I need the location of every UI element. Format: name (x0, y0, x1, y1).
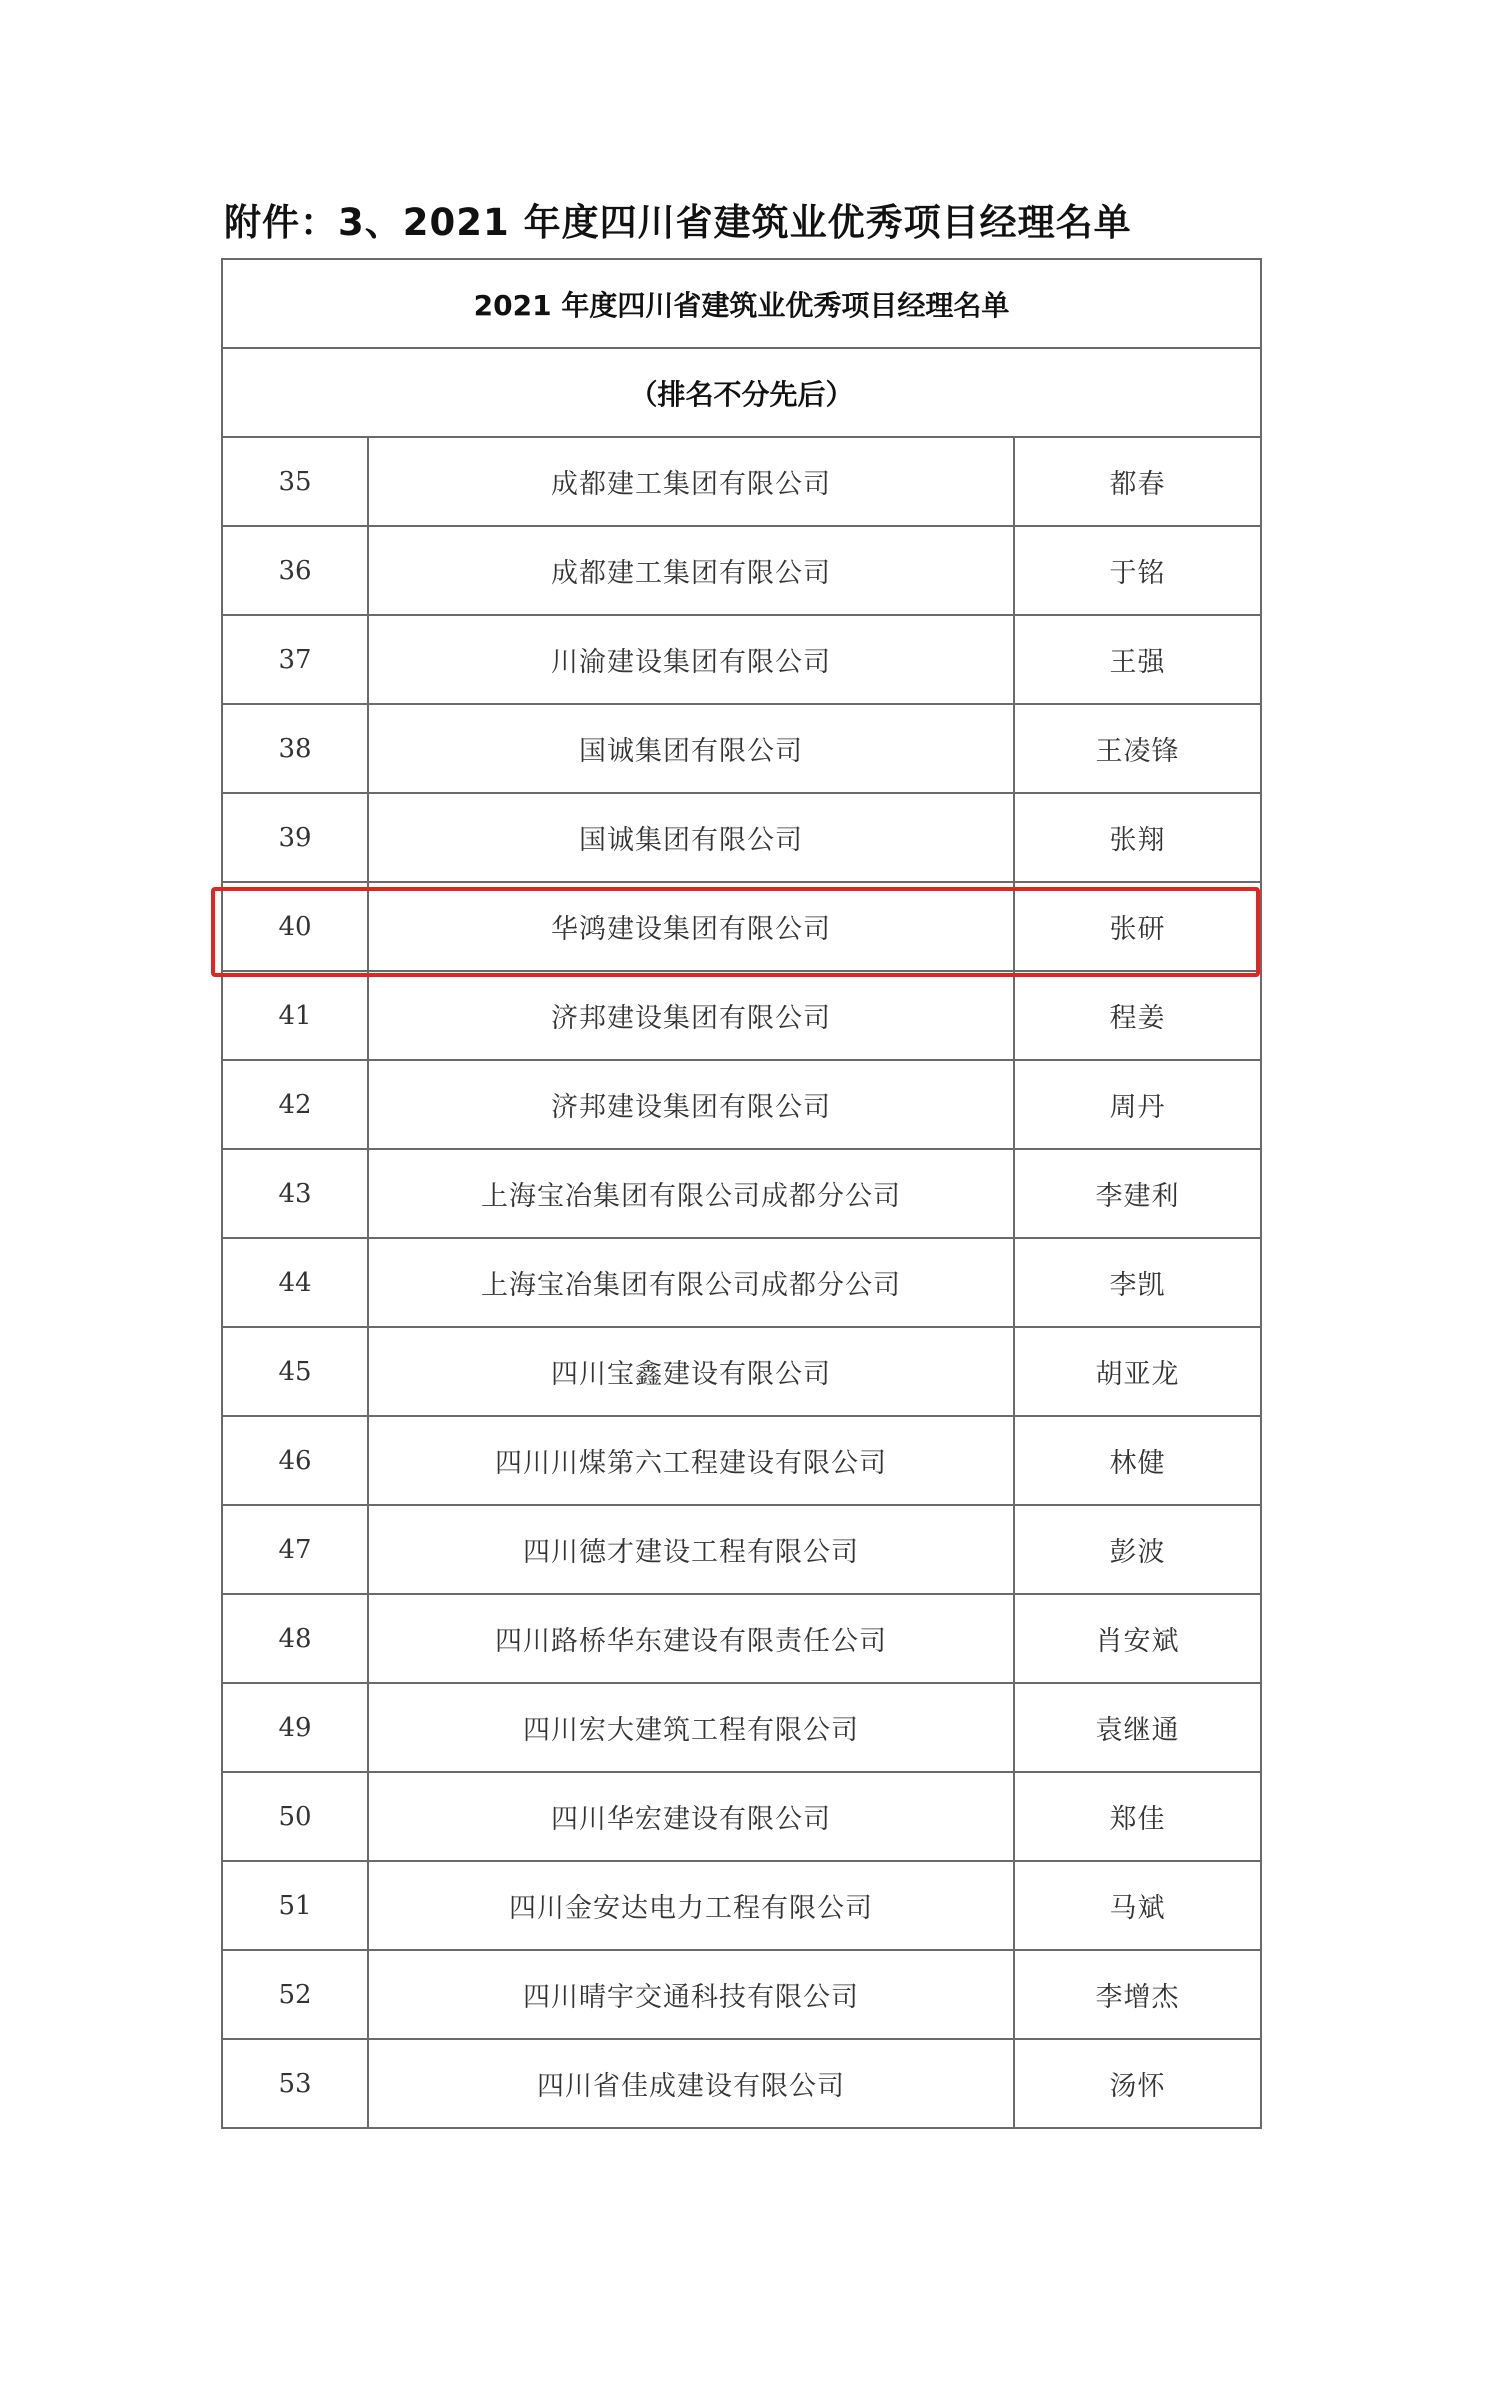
row-number: 46 (222, 1416, 368, 1505)
row-number: 42 (222, 1060, 368, 1149)
company-cell: 华鸿建设集团有限公司 (368, 882, 1014, 971)
row-number: 36 (222, 526, 368, 615)
manager-cell: 张研 (1014, 882, 1261, 971)
manager-cell: 都春 (1014, 437, 1261, 526)
row-number: 50 (222, 1772, 368, 1861)
manager-cell: 汤怀 (1014, 2039, 1261, 2128)
row-number: 35 (222, 437, 368, 526)
company-cell: 上海宝冶集团有限公司成都分公司 (368, 1238, 1014, 1327)
company-cell: 四川德才建设工程有限公司 (368, 1505, 1014, 1594)
row-number: 45 (222, 1327, 368, 1416)
company-cell: 成都建工集团有限公司 (368, 526, 1014, 615)
manager-cell: 李增杰 (1014, 1950, 1261, 2039)
table-row (222, 1327, 1261, 1416)
company-cell: 成都建工集团有限公司 (368, 437, 1014, 526)
manager-table (221, 258, 1262, 2129)
manager-cell: 李建利 (1014, 1149, 1261, 1238)
company-cell: 四川金安达电力工程有限公司 (368, 1861, 1014, 1950)
table-row (222, 971, 1261, 1060)
row-number: 48 (222, 1594, 368, 1683)
row-number: 49 (222, 1683, 368, 1772)
manager-cell: 于铭 (1014, 526, 1261, 615)
manager-cell: 马斌 (1014, 1861, 1261, 1950)
highlight-box (211, 887, 1260, 977)
company-cell: 上海宝冶集团有限公司成都分公司 (368, 1149, 1014, 1238)
row-number: 37 (222, 615, 368, 704)
row-number: 41 (222, 971, 368, 1060)
company-cell: 四川宏大建筑工程有限公司 (368, 1683, 1014, 1772)
table-subtitle: （排名不分先后） (222, 348, 1261, 437)
table-title-row (222, 259, 1261, 348)
manager-cell: 胡亚龙 (1014, 1327, 1261, 1416)
row-number: 40 (222, 882, 368, 971)
table-title: 2021 年度四川省建筑业优秀项目经理名单 (222, 259, 1261, 348)
table-row (222, 615, 1261, 704)
row-number: 53 (222, 2039, 368, 2128)
manager-cell: 彭波 (1014, 1505, 1261, 1594)
row-number: 39 (222, 793, 368, 882)
row-number: 38 (222, 704, 368, 793)
company-cell: 四川川煤第六工程建设有限公司 (368, 1416, 1014, 1505)
company-cell: 四川华宏建设有限公司 (368, 1772, 1014, 1861)
table-row (222, 704, 1261, 793)
table-row (222, 526, 1261, 615)
company-cell: 川渝建设集团有限公司 (368, 615, 1014, 704)
row-number: 43 (222, 1149, 368, 1238)
row-number: 51 (222, 1861, 368, 1950)
table-row (222, 1772, 1261, 1861)
manager-cell: 李凯 (1014, 1238, 1261, 1327)
manager-cell: 王凌锋 (1014, 704, 1261, 793)
table-row (222, 1238, 1261, 1327)
table-row (222, 1149, 1261, 1238)
manager-cell: 程姜 (1014, 971, 1261, 1060)
company-cell: 国诚集团有限公司 (368, 704, 1014, 793)
table-row (222, 1683, 1261, 1772)
company-cell: 四川宝鑫建设有限公司 (368, 1327, 1014, 1416)
manager-cell: 肖安斌 (1014, 1594, 1261, 1683)
company-cell: 四川路桥华东建设有限责任公司 (368, 1594, 1014, 1683)
company-cell: 国诚集团有限公司 (368, 793, 1014, 882)
document-heading: 附件：3、2021 年度四川省建筑业优秀项目经理名单 (224, 201, 1132, 244)
table-row (222, 1594, 1261, 1683)
table-row (222, 1505, 1261, 1594)
manager-cell: 郑佳 (1014, 1772, 1261, 1861)
row-number: 52 (222, 1950, 368, 2039)
table-row (222, 437, 1261, 526)
table-row (222, 793, 1261, 882)
manager-cell: 周丹 (1014, 1060, 1261, 1149)
table-row (222, 1416, 1261, 1505)
table-subtitle-row (222, 348, 1261, 437)
company-cell: 四川晴宇交通科技有限公司 (368, 1950, 1014, 2039)
manager-cell: 王强 (1014, 615, 1261, 704)
company-cell: 济邦建设集团有限公司 (368, 971, 1014, 1060)
manager-cell: 袁继通 (1014, 1683, 1261, 1772)
table-row (222, 1060, 1261, 1149)
table-row (222, 1861, 1261, 1950)
manager-cell: 林健 (1014, 1416, 1261, 1505)
table-row (222, 2039, 1261, 2128)
row-number: 47 (222, 1505, 368, 1594)
row-number: 44 (222, 1238, 368, 1327)
manager-cell: 张翔 (1014, 793, 1261, 882)
table-row (222, 1950, 1261, 2039)
company-cell: 济邦建设集团有限公司 (368, 1060, 1014, 1149)
company-cell: 四川省佳成建设有限公司 (368, 2039, 1014, 2128)
